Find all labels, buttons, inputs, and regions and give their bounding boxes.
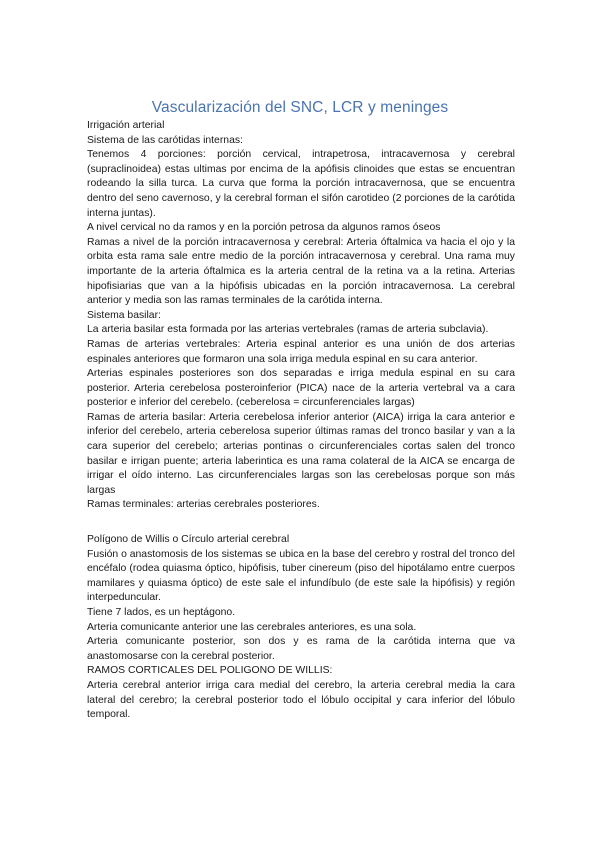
- paragraph-heptagon: Tiene 7 lados, es un heptágono.: [87, 607, 236, 618]
- section-spacer: [87, 513, 515, 533]
- paragraph-intracavernous-branches: Ramas a nivel de la porción intracavernosa y cerebral: Arteria óftalmica va hacia el ojo y la orbita esta rama sale entre medio de la porción intracavernosa y cerebral. Una rama muy importante de la arteria óftalmica es la arteria central de la retina va a la retina. Arterias hipofisiarias que van a la hipófisis ubicadas en la porción intracavernosa. La cerebral anterior y media son las ramas terminales de la carótida interna.: [87, 236, 515, 307]
- paragraph-cortical-branches: Arteria cerebral anterior irriga cara medial del cerebro, la arteria cerebral media la cara lateral del cerebro; la cerebral posterior todo el lóbulo occipital y cara inferior del lóbulo temporal.: [87, 679, 515, 721]
- paragraph-willis-anastomosis: Fusión o anastomosis de los sistemas se ubica en la base del cerebro y rostral del tronco del encéfalo (rodea quiasma óptico, hipófisis, tuber cinereum (piso del hipotálamo entre cuerpos mamilares y quiasma óptico) de este sale el infundíbulo (de este sale la hipófisis) y región interpeduncular.: [87, 548, 515, 604]
- paragraph-cervical-level: A nivel cervical no da ramos y en la porción petrosa da algunos ramos óseos: [87, 222, 441, 234]
- paragraph-heading-cortical: RAMOS CORTICALES DEL POLIGONO DE WILLIS:: [87, 665, 333, 677]
- paragraph-heading-willis: Polígono de Willis o Círculo arterial cerebral: [87, 534, 290, 546]
- paragraph-basilar-artery: La arteria basilar esta formada por las arterias vertebrales (ramas de arteria subclavia).: [87, 324, 489, 336]
- paragraph-vertebral-branches: Ramas de arterias vertebrales: Arteria espinal anterior es una unión de dos arterias espinales anteriores que formaron una sola irriga medula espinal en su cara anterior.: [87, 338, 515, 365]
- paragraph-carotid-portions: Tenemos 4 porciones: porción cervical, intrapetrosa, intracavernosa y cerebral (supraclinoidea) estas ultimas por encima de la apófisis clinoides que estas se encuentran rodeando la silla turca. La curva que forma la porción intracavernosa, que se encuentra dentro del seno cavernoso, y la cerebral forman el sifón carotideo (2 porciones de la carótida interna juntas).: [87, 149, 515, 219]
- document-body: [87, 119, 515, 723]
- paragraph-anterior-communicating: Arteria comunicante anterior une las cerebrales anteriores, es una sola.: [87, 621, 417, 633]
- paragraph-heading-basilar: Sistema basilar:: [87, 309, 161, 321]
- paragraph-posterior-communicating: Arteria comunicante posterior, son dos y es rama de la carótida interna que va anastomosarse con la cerebral posterior.: [87, 636, 515, 662]
- paragraph-heading-irrigation: Irrigación arterial: [87, 120, 165, 131]
- document-title: Vascularización del SNC, LCR y meninges: [151, 99, 449, 116]
- paragraph-basilar-branches: Ramas de arteria basilar: Arteria cerebelosa inferior anterior (AICA) irriga la cara anterior e inferior del cerebelo, arteria ceberelosa superior últimas ramas del tronco basilar y van a la cara superior del cerebelo; arterias pontinas o circunferenciales cortas salen del tronco basilar e irrigan puente; arteria laberintica es una rama colateral de la AICA se encarga de irrigar el oído interno. Las circunferenciales largas son las cerebelosas porque son más largas: [87, 411, 515, 496]
- paragraph-terminal-branches: Ramas terminales: arterias cerebrales posteriores.: [87, 499, 320, 511]
- paragraph-heading-carotid: Sistema de las carótidas internas:: [87, 134, 243, 146]
- paragraph-posterior-spinal: Arterias espinales posteriores son dos separadas e irriga medula espinal en su cara posterior. Arteria cerebelosa posteroinferior (PICA) nace de la arteria vertebral va a cara posterior e inferior del cerebelo. (ceberelosa = circunferenciales largas): [87, 368, 515, 409]
